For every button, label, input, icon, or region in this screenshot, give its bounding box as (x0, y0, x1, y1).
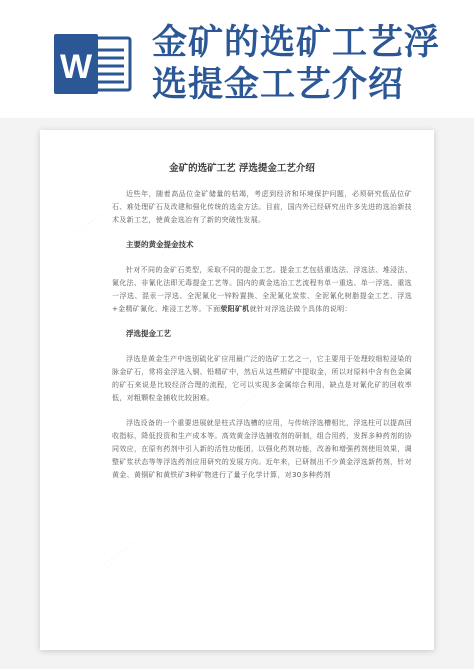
paragraph-text: 针对不同的金矿石类型，采取不同的提金工艺。提金工艺包括重选法、浮选法、堆浸法、氰化法、非氰化法即无毒提金工艺等。国内的黄金选冶工艺流程有单一重选、单一浮选、重选一浮选、混汞一浮选、全泥氰化一锌粉置换、全泥氰化炭浆、全泥氰化树脂提金工艺、浮选+金精矿氰化、堆浸工艺等。下面 (112, 266, 412, 313)
paragraph-process-types (112, 264, 412, 316)
document-title: 金矿的选矿工艺 浮选提金工艺介绍 (169, 163, 315, 174)
title-line-2: 选提金工艺介绍 (152, 65, 405, 105)
paragraph-flotation-equipment: 浮选设备的一个重要进展就是柱式浮选槽的应用，与传统浮选槽相比，浮选柱可以提高回收指标，降低投资和生产成本等。高效黄金浮选捕收剂的研制，组合用药，发挥多种药剂的协同效应，在原有药剂中引入新的活性功能团，以强化药剂功能，改善和增强药剂使用效果，调整矿浆状态等等浮选药剂应用研究的发展方向。近年来，已研制出不少黄金浮选新药剂，针对黄金、黄铜矿和黄铁矿3种矿物进行了量子化学计算，对30多种药剂 (112, 419, 412, 479)
document-page (40, 130, 434, 650)
banner-header (0, 0, 474, 118)
watermark: · · · · · · · · · (241, 379, 277, 409)
watermark: · · · · · · · · · (71, 209, 107, 239)
paragraph-intro: 近些年，随着高品位金矿储量的枯竭，考虑到经济和环境保护问题，必须研究低品位矿石、难处理矿石及改建和强化传统的选金方法。目前，国内外已经研究出许多先进的选冶新技术及新工艺，使黄金选冶有了新的突破性发展。 (112, 190, 412, 224)
paragraph-text: 就针对浮选法做个具体的说明： (249, 305, 352, 313)
document-body (112, 160, 412, 494)
company-name: 荥阳矿机 (220, 305, 250, 313)
section-heading-flotation: 浮选提金工艺 (126, 329, 171, 338)
word-letter: W (59, 48, 93, 86)
paragraph-flotation: 浮选是黄金生产中选别硫化矿应用最广泛的选矿工艺之一，它主要用于处理较细粒浸染的脉金矿石，常将金浮选入铜、铅精矿中，然后从这些精矿中提取金，所以对原料中含有色金属的矿石来说是比较经济合理的流程，它可以实现多金属综合利用，缺点是对氰化矿的回收率低，对粗颗粒金捕收比较困难。 (112, 355, 412, 402)
word-document-icon (52, 34, 134, 94)
section-heading-main-tech: 主要的黄金提金技术 (126, 240, 194, 249)
page-title (152, 22, 440, 106)
title-line-1: 金矿的选矿工艺浮 (152, 23, 441, 63)
watermark: · · · · · · · · · (101, 539, 137, 569)
